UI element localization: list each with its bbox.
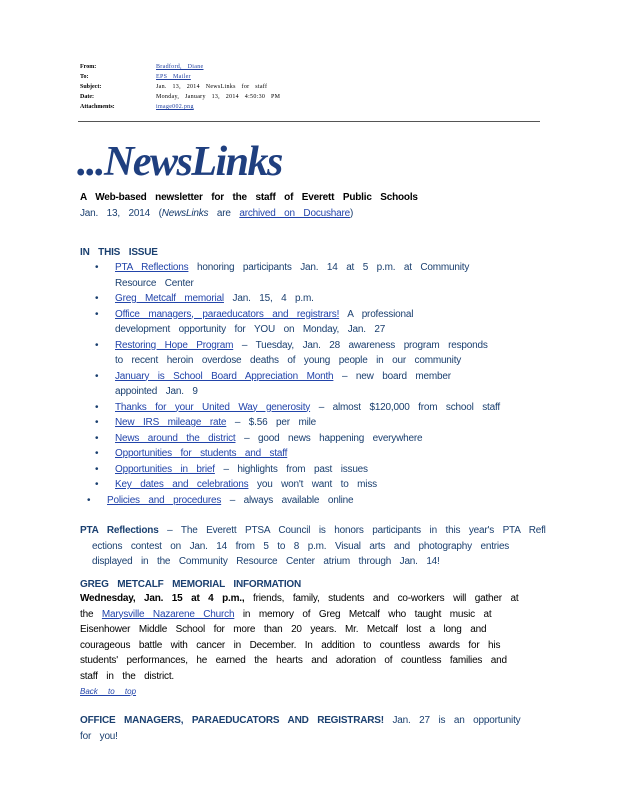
attachments-row [80, 102, 540, 112]
tagline [80, 190, 418, 221]
article-heading: GREG METCALF MEMORIAL INFORMATION [80, 579, 302, 590]
contents-link[interactable]: Greg Metcalf memorial [115, 293, 224, 304]
subject-label: Subject: [80, 84, 102, 90]
church-link[interactable]: Marysville Nazarene Church [101, 608, 235, 620]
to-label: To: [80, 74, 89, 80]
article-text: Jan. 27 is an opportunity [392, 715, 521, 726]
office-managers-article [80, 713, 530, 744]
contents-link[interactable]: New IRS mileage rate [115, 417, 227, 428]
contents-text: – highlights from past issues [223, 463, 368, 475]
article-line: students' performances, he earned the hearts and adoration of countless families and [80, 655, 507, 666]
list-item [95, 260, 555, 291]
back-to-top-link[interactable]: Back to top [80, 687, 137, 696]
archived-link[interactable]: archived on Docushare [239, 207, 350, 219]
pta-reflections-article [80, 523, 546, 570]
newsletter-masthead: ...NewsLinks [77, 139, 282, 185]
list-item [95, 477, 555, 493]
contents-link[interactable]: PTA Reflections [115, 262, 189, 273]
attachment-link[interactable]: image002.png [156, 104, 194, 110]
list-item [95, 446, 555, 462]
list-item [95, 400, 555, 416]
article-line: ections contest on Jan. 14 from 5 to 8 p.m. Visual arts and photography entries [92, 540, 510, 552]
article-heading: PTA Reflections [80, 525, 159, 536]
bullet-dot: • [87, 494, 91, 506]
bullet-dot: • [95, 463, 99, 475]
to-row [80, 72, 540, 82]
contents-text: you won't want to miss [257, 479, 377, 490]
list-item [95, 431, 555, 447]
contents-text: – new board member [341, 370, 451, 382]
contents-link[interactable]: Key dates and celebrations [115, 479, 249, 490]
subject-row [80, 82, 540, 92]
are-text: are [216, 207, 231, 219]
contents-text: Jan. 15, 4 p.m. [232, 293, 314, 304]
header-divider [78, 121, 540, 122]
issue-contents-list [87, 260, 555, 508]
from-label: From: [80, 64, 97, 70]
list-item [95, 369, 555, 400]
contents-text: A professional [347, 308, 414, 320]
date-value: Monday, January 13, 2014 4:50:30 PM [156, 94, 281, 100]
bullet-dot: • [95, 401, 99, 413]
article-line [80, 523, 546, 539]
contents-link[interactable]: Opportunities in brief [115, 463, 215, 475]
article-text: – The Everett PTSA Council is honors participants in this year's PTA Refl [167, 525, 546, 536]
list-item [95, 291, 555, 307]
greg-metcalf-article [80, 578, 530, 684]
newslinks-italic: NewsLinks [161, 207, 209, 219]
date-row [80, 92, 540, 102]
contents-text: – $.56 per mile [234, 417, 317, 428]
contents-text: – always available online [229, 494, 354, 506]
list-item [95, 338, 555, 369]
contents-link[interactable]: Thanks for your United Way generosity [115, 401, 311, 413]
contents-text: – almost $120,000 from school staff [318, 401, 500, 413]
contents-link[interactable]: Opportunities for students and staff [115, 448, 288, 459]
tagline-date-line [80, 206, 418, 222]
contents-text: honoring participants Jan. 14 at 5 p.m. at Community [197, 262, 470, 273]
contents-link[interactable]: Restoring Hope Program [115, 339, 234, 351]
bullet-dot: • [95, 339, 99, 351]
article-heading: OFFICE MANAGERS, PARAEDUCATORS AND REGISTRARS! [80, 715, 384, 726]
bullet-dot: • [95, 448, 99, 459]
bullet-dot: • [95, 370, 99, 382]
article-text: friends, family, students and co-workers will gather at [253, 593, 519, 604]
issue-date: Jan. 13, 2014 [80, 207, 151, 219]
list-item [95, 415, 555, 431]
contents-link[interactable]: Office managers, paraeducators and registrars! [115, 308, 340, 320]
from-row [80, 62, 540, 72]
article-line: staff in the district. [80, 670, 175, 682]
list-item [87, 493, 555, 509]
bullet-dot: • [95, 479, 99, 490]
contents-text-cont: development opportunity for YOU on Monday, Jan. 27 [115, 324, 386, 335]
from-value[interactable]: Bradford, Diane [156, 64, 204, 70]
bullet-dot: • [95, 262, 99, 273]
contents-text: – good news happening everywhere [244, 432, 423, 444]
attachments-label: Attachments: [80, 104, 115, 110]
paren-open: ( [158, 207, 162, 219]
tagline-description: A Web-based newsletter for the staff of Everett Public Schools [80, 192, 418, 203]
bullet-dot: • [95, 308, 99, 320]
contents-text-cont: appointed Jan. 9 [115, 386, 198, 397]
to-value[interactable]: EPS Mailer [156, 74, 191, 80]
article-line: displayed in the Community Resource Center atrium through Jan. 14! [92, 556, 440, 567]
bullet-dot: • [95, 432, 99, 444]
article-line [80, 713, 530, 729]
bullet-dot: • [95, 293, 99, 304]
article-text: the [80, 608, 94, 620]
article-line [80, 607, 530, 623]
article-line [80, 591, 530, 607]
article-text: in memory of Greg Metcalf who taught music at [242, 608, 492, 620]
contents-link[interactable]: January is School Board Appreciation Month [115, 370, 334, 382]
list-item [95, 462, 555, 478]
event-datetime: Wednesday, Jan. 15 at 4 p.m., [80, 593, 245, 604]
subject-value: Jan. 13, 2014 NewsLinks for staff [156, 84, 268, 90]
bullet-dot: • [95, 417, 99, 428]
contents-link[interactable]: News around the district [115, 432, 236, 444]
article-line: Eisenhower Middle School for more than 20 years. Mr. Metcalf lost a long and [80, 624, 487, 635]
contents-text: – Tuesday, Jan. 28 awareness program responds [241, 339, 488, 351]
article-line: for you! [80, 730, 118, 742]
list-item [95, 307, 555, 338]
paren-close: ) [350, 207, 354, 219]
in-this-issue-heading: IN THIS ISSUE [80, 247, 158, 258]
date-label: Date: [80, 94, 94, 100]
contents-text-cont: Resource Center [115, 277, 194, 289]
article-line: courageous battle with cancer in December. In addition to countless awards for his [80, 639, 501, 651]
email-header [80, 62, 540, 112]
contents-text-cont: to recent heroin overdose deaths of young people in our community [115, 355, 462, 366]
contents-link[interactable]: Policies and procedures [107, 494, 222, 506]
